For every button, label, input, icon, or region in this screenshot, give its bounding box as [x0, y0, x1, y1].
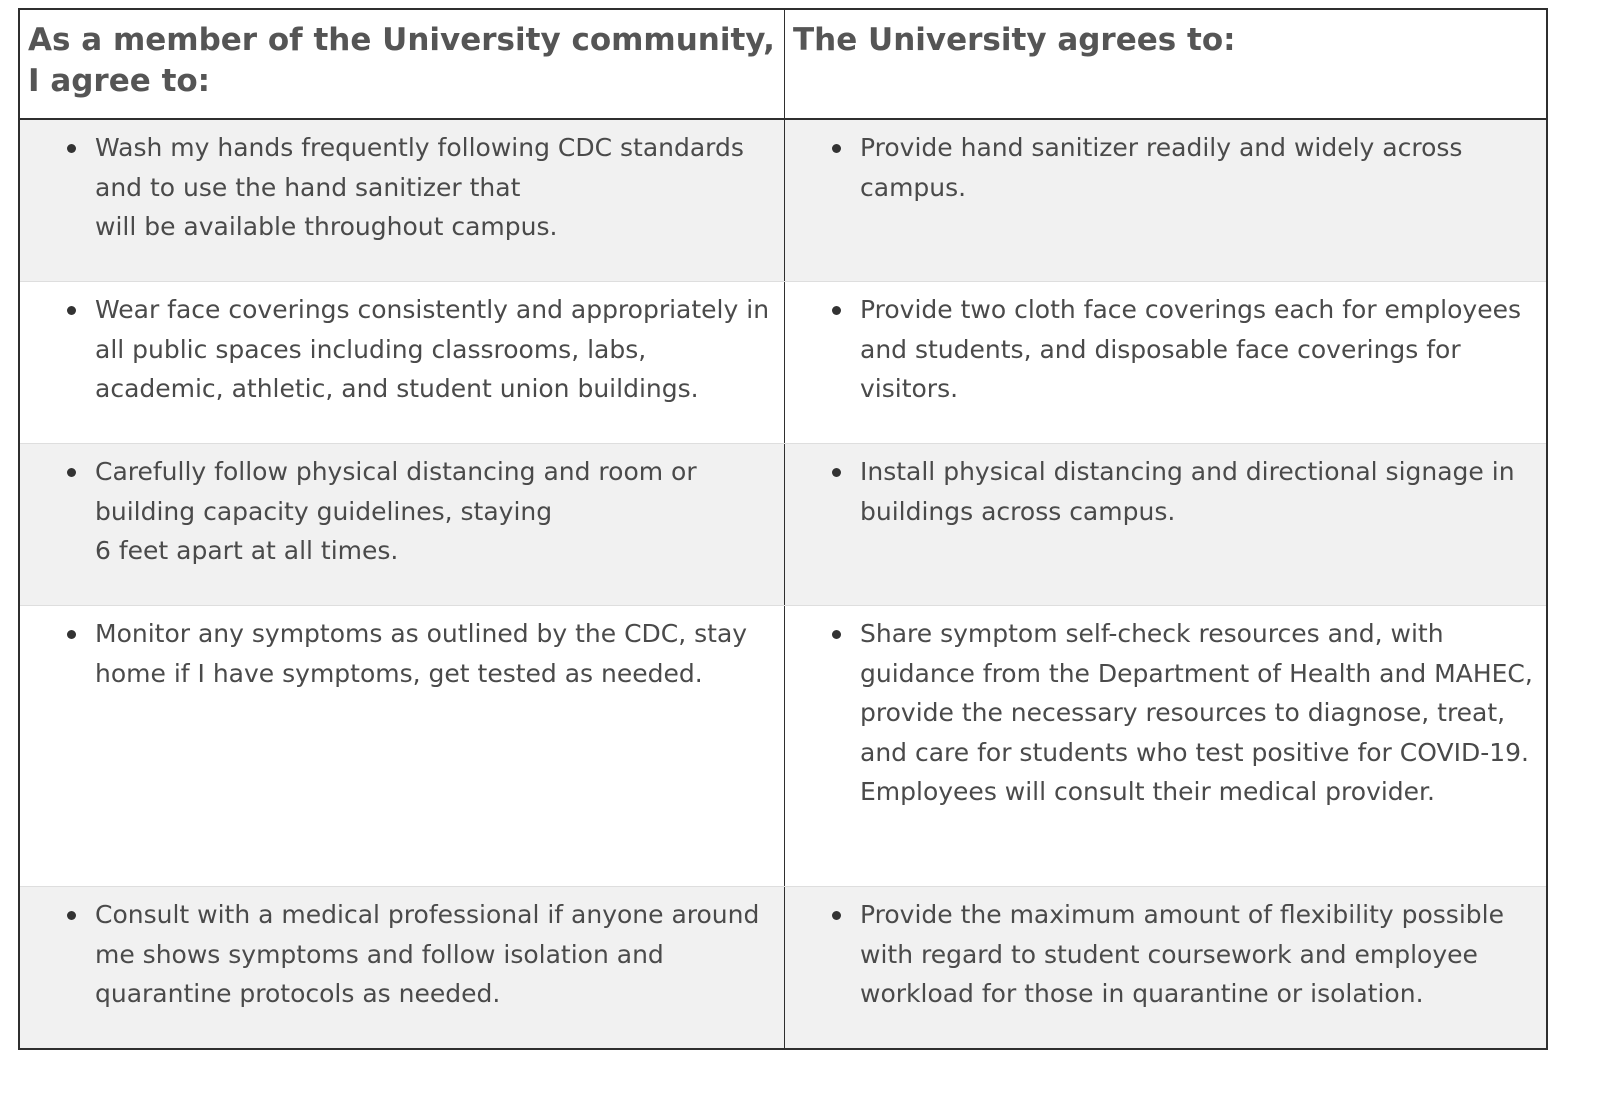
bullet-icon	[832, 144, 841, 153]
pledge-table	[18, 8, 1548, 1050]
university-pledge-text: Share symptom self-check resources and, with guidance from the Department of Health and MAHEC, provide the necessary resources to diagnose, treat, and care for students who test positive for COVID-19. Employees will consult their medical provider.	[860, 619, 1533, 806]
bullet-icon	[67, 911, 76, 920]
list-item	[785, 606, 1546, 812]
list-item	[785, 444, 1546, 531]
list-item	[785, 282, 1546, 409]
university-cell	[785, 887, 1546, 1048]
member-cell	[20, 120, 785, 281]
bullet-icon	[832, 630, 841, 639]
member-cell	[20, 887, 785, 1048]
university-column-header: The University agrees to:	[793, 22, 1236, 58]
member-pledge-text: Wear face coverings consistently and appropriately in all public spaces including classrooms, labs, academic, athletic, and student union buildings.	[95, 295, 770, 403]
list-item	[20, 887, 784, 1014]
member-pledge-text: Carefully follow physical distancing and room or building capacity guidelines, staying 6 feet apart at all times.	[95, 457, 697, 565]
bullet-icon	[67, 306, 76, 315]
bullet-icon	[832, 911, 841, 920]
table-row	[20, 887, 1546, 1048]
member-cell	[20, 606, 785, 886]
member-pledge-text: Consult with a medical professional if anyone around me shows symptoms and follow isolation and quarantine protocols as needed.	[95, 900, 760, 1008]
list-item	[785, 887, 1546, 1014]
bullet-icon	[832, 306, 841, 315]
university-pledge-text: Provide the maximum amount of flexibility possible with regard to student coursework and employee workload for those in quarantine or isolation.	[860, 900, 1504, 1008]
member-cell	[20, 282, 785, 443]
university-pledge-text: Install physical distancing and directional signage in buildings across campus.	[860, 457, 1515, 526]
table-row	[20, 444, 1546, 606]
member-pledge-text: Wash my hands frequently following CDC standards and to use the hand sanitizer that will be available throughout campus.	[95, 133, 744, 241]
list-item	[785, 120, 1546, 207]
list-item	[20, 120, 784, 247]
university-pledge-text: Provide hand sanitizer readily and widely across campus.	[860, 133, 1463, 202]
member-pledge-text: Monitor any symptoms as outlined by the CDC, stay home if I have symptoms, get tested as needed.	[95, 619, 748, 688]
table-row	[20, 282, 1546, 444]
university-cell	[785, 282, 1546, 443]
member-cell	[20, 444, 785, 605]
university-pledge-text: Provide two cloth face coverings each for employees and students, and disposable face coverings for visitors.	[860, 295, 1521, 403]
member-column-header: As a member of the University community, I agree to:	[20, 10, 785, 118]
university-cell	[785, 120, 1546, 281]
table-row	[20, 120, 1546, 282]
list-item	[20, 606, 784, 693]
bullet-icon	[832, 468, 841, 477]
university-cell	[785, 444, 1546, 605]
bullet-icon	[67, 144, 76, 153]
university-cell	[785, 606, 1546, 886]
table-row	[20, 606, 1546, 887]
list-item	[20, 444, 784, 571]
bullet-icon	[67, 630, 76, 639]
bullet-icon	[67, 468, 76, 477]
list-item	[20, 282, 784, 409]
table-header-row	[20, 10, 1546, 120]
